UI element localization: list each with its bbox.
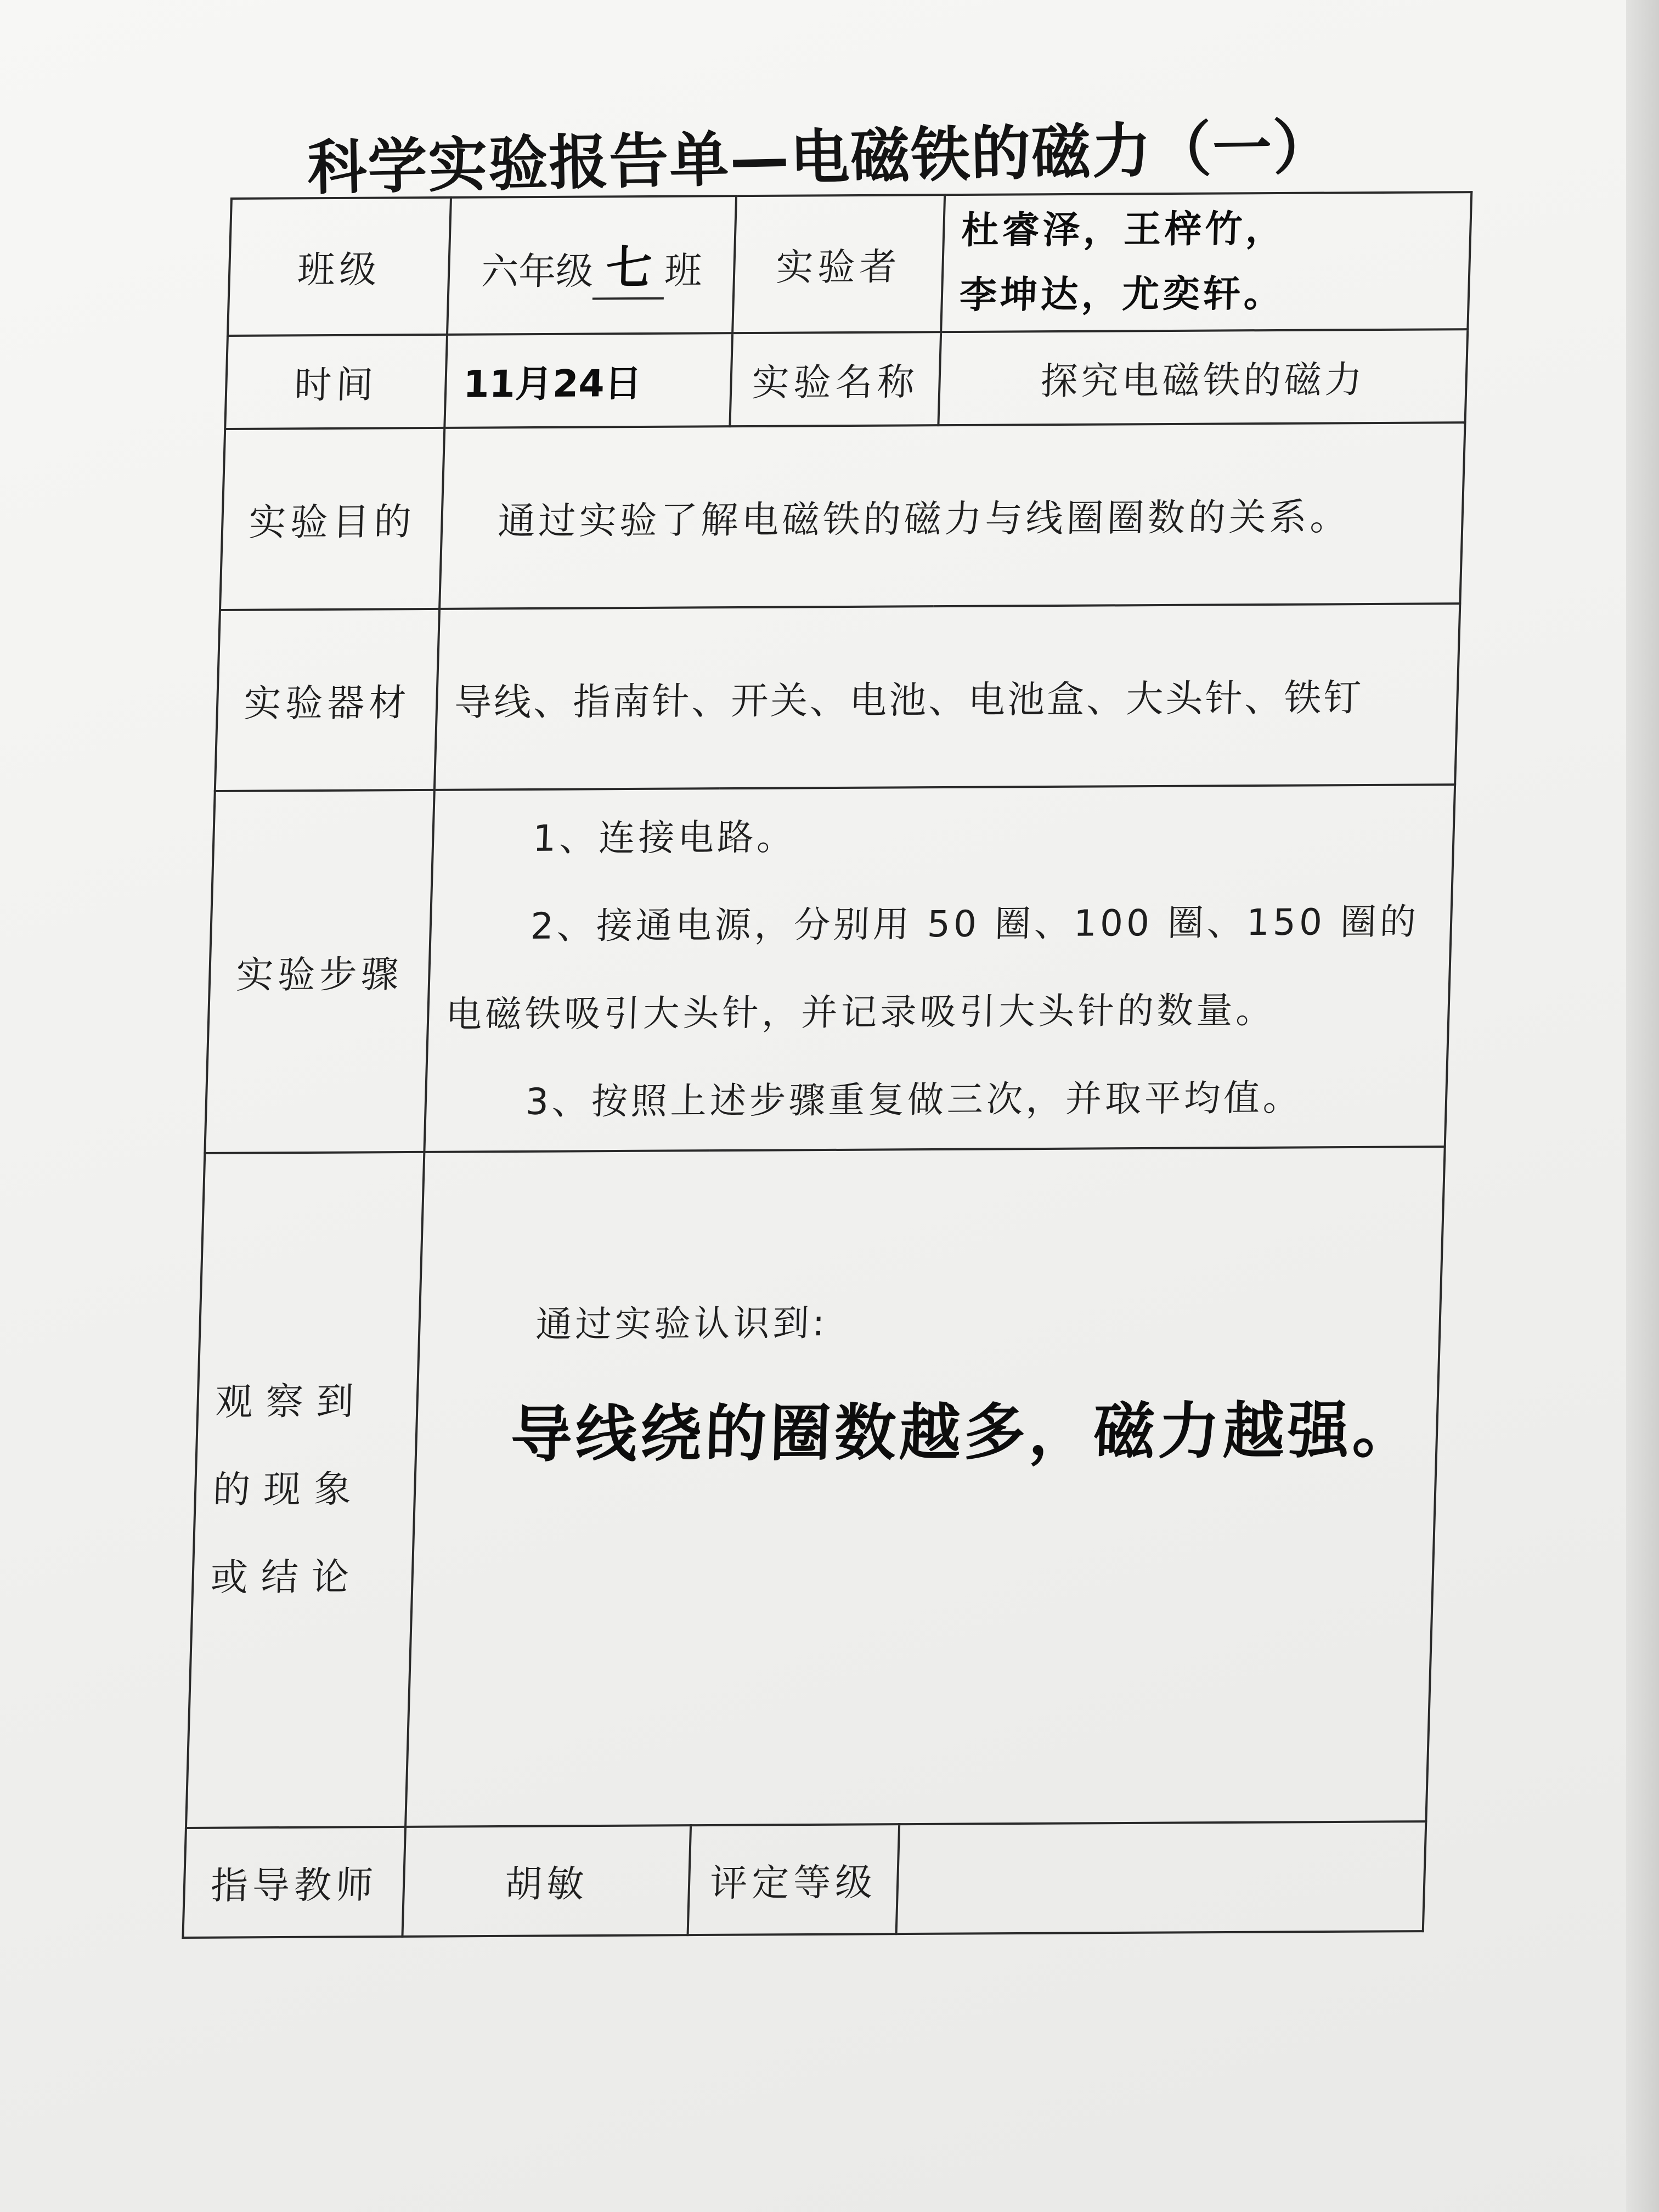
report-title: 科学实验报告单—电磁铁的磁力（一） bbox=[307, 112, 1334, 203]
teacher-name: 胡敏 bbox=[402, 1825, 691, 1937]
observation-result-handwritten: 导线绕的圈数越多，磁力越强。 bbox=[510, 1395, 1419, 1471]
row-footer bbox=[183, 1821, 1426, 1938]
step-1: 1、连接电路。 bbox=[532, 816, 797, 860]
equipment-value: 导线、指南针、开关、电池、电池盒、大头针、铁钉 bbox=[435, 603, 1460, 790]
class-number-handwritten: 七 bbox=[592, 230, 666, 300]
equipment-label: 实验器材 bbox=[215, 609, 439, 791]
row-observation bbox=[186, 1147, 1445, 1828]
time-value-handwritten: 11月24日 bbox=[444, 333, 732, 428]
report-form-table bbox=[182, 191, 1472, 1939]
row-time bbox=[225, 329, 1468, 429]
experimenter-names-handwritten bbox=[941, 192, 1471, 332]
teacher-label: 指导教师 bbox=[183, 1827, 405, 1938]
row-purpose bbox=[220, 422, 1465, 610]
experimenter-line-1: 杜睿泽，王梓竹， bbox=[961, 207, 1287, 253]
observation-content bbox=[405, 1147, 1445, 1827]
step-3: 3、按照上述步骤重复做三次，并取平均值。 bbox=[524, 1076, 1304, 1123]
class-prefix: 六年级 bbox=[481, 250, 594, 294]
row-steps bbox=[205, 785, 1455, 1153]
experiment-name-value: 探究电磁铁的磁力 bbox=[938, 329, 1468, 425]
time-label: 时间 bbox=[225, 335, 447, 429]
row-class bbox=[228, 192, 1471, 336]
grade-label: 评定等级 bbox=[688, 1824, 900, 1935]
step-2-line-1: 2、接通电源，分别用 50 圈、100 圈、150 圈的 bbox=[529, 900, 1420, 947]
experimenter-label: 实验者 bbox=[732, 195, 945, 333]
experiment-name-label: 实验名称 bbox=[730, 332, 941, 426]
step-2-line-2: 电磁铁吸引大头针，并记录吸引大头针的数量。 bbox=[445, 989, 1276, 1036]
steps-content bbox=[424, 785, 1455, 1152]
class-suffix: 班 bbox=[664, 249, 703, 293]
purpose-value: 通过实验了解电磁铁的磁力与线圈圈数的关系。 bbox=[439, 422, 1465, 609]
experimenter-line-2: 李坤达，尤奕轩。 bbox=[958, 272, 1285, 318]
purpose-label: 实验目的 bbox=[220, 428, 444, 610]
grade-value bbox=[896, 1821, 1426, 1934]
steps-label: 实验步骤 bbox=[205, 790, 435, 1153]
class-label: 班级 bbox=[228, 198, 451, 336]
row-equipment bbox=[215, 603, 1460, 791]
class-cell bbox=[447, 196, 736, 335]
observation-lead: 通过实验认识到: bbox=[535, 1301, 829, 1346]
underlying-page-edge bbox=[1626, 0, 1659, 2212]
observation-label: 观察到的现象或结论 bbox=[186, 1152, 424, 1828]
